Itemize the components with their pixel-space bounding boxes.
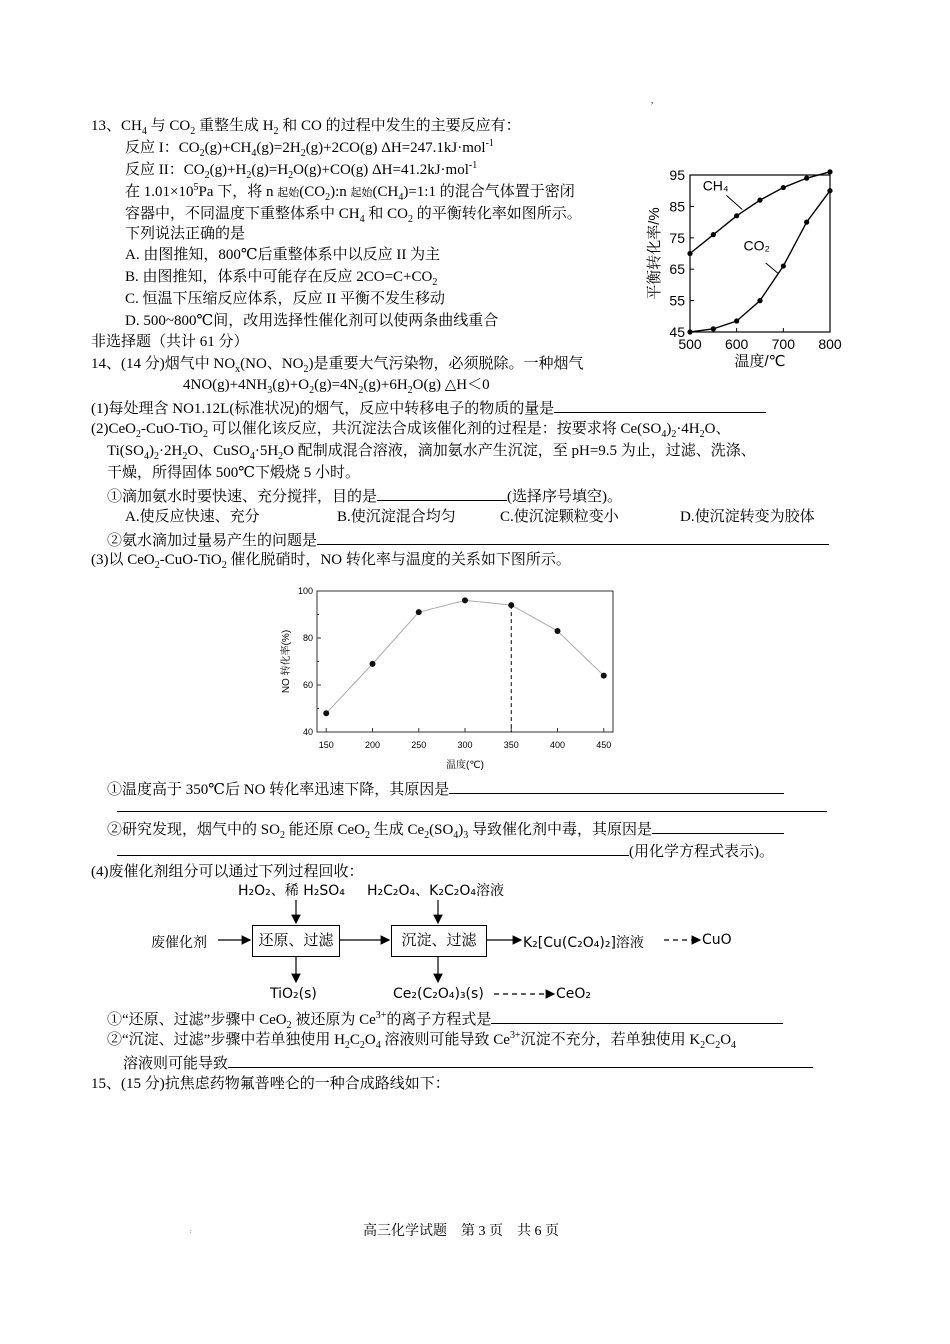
- flow-step-precipitate-filter: 沉淀、过滤: [391, 925, 487, 957]
- q14-part2-option-a: A.使反应快速、充分: [125, 509, 260, 525]
- q14-part3-q2-line2: (用化学方程式表示)。: [117, 840, 774, 862]
- q14-part3: (3)以 CeO$_2$-CuO-TiO$_2$ 催化脱硝时，NO 转化率与温度的关系如下图所示。: [91, 552, 571, 571]
- series-label-ch4: CH₄: [702, 177, 729, 194]
- page-footer: 高三化学试题 第 3 页 共 6 页: [363, 1224, 559, 1239]
- x-tick-label: 700: [771, 336, 796, 352]
- q14-heading: 14、(14 分)烟气中 $NO_x(NO$、$NO_2$)是重要大气污染物，必须脱除。一种烟气: [91, 356, 584, 375]
- y-tick-label: 85: [669, 198, 685, 215]
- flow-start: 废催化剂: [151, 935, 207, 951]
- q13-reaction-2: 反应 II：$CO_2(g)+H_2(g)=H_2O(g)+CO(g)$ ΔH=41.2kJ·mol$^{-1}$: [125, 160, 478, 181]
- y-tick-label: 95: [669, 167, 685, 183]
- y-tick-label: 55: [669, 292, 685, 309]
- q14-part2-option-d: D.使沉淀转变为胶体: [680, 509, 815, 525]
- q14-part2-q1: ①滴加氨水时要快速、充分搅拌，目的是 (选择序号填空)。: [107, 485, 622, 507]
- q14-part1: (1)每处理含 NO1.12L(标准状况)的烟气，反应中转移电子的物质的量是: [91, 397, 766, 419]
- flow-output-tio2: TiO₂(s): [270, 986, 317, 1002]
- q14-part4-q2: ②“沉淀、过滤”步骤中若单独使用 $H_2C_2O_4$ 溶液则可能导致 $Ce^{3+}$沉淀不充分，若单独使用 $K_2C_2O_4$: [107, 1030, 737, 1051]
- flow-product-cuo: CuO: [702, 932, 732, 948]
- q13-stem: 13、$CH_4$ 与 $CO_2$ 重整生成 $H_2$ 和 CO 的过程中发生的主要反应有：: [91, 118, 521, 137]
- y-tick-label: 100: [297, 586, 313, 596]
- q14-part2-line3: 干燥，所得固体 500℃下煅烧 5 小时。: [107, 465, 361, 481]
- x-tick-label: 400: [549, 740, 566, 750]
- q13-option-c: C. 恒温下压缩反应体系，反应 II 平衡不发生移动: [125, 291, 445, 307]
- q13-condition: 在 $1.01\times 10^5Pa$ 下，将 n 起始$(CO_2):n$ 起始$(CH_4)=1:1$ 的混合气体置于密闭: [125, 182, 575, 203]
- q14-equation: $4NO(g)+4NH_3(g)+O_2(g)=4N_2(g)+6H_2O(g)$ △H＜0: [183, 377, 490, 396]
- flow-output-oxalate: Ce₂(C₂O₄)₃(s): [393, 986, 484, 1002]
- q13-condition-2: 容器中，不同温度下重整体系中 $CH_4$ 和 $CO_2$ 的平衡转化率如图所示。: [125, 206, 582, 225]
- series-label-co2: CO₂: [743, 237, 770, 254]
- y-tick-label: 75: [669, 229, 685, 246]
- x-tick-label: 800: [818, 336, 842, 352]
- scan-mark-2: :: [190, 1229, 192, 1235]
- x-tick-label: 300: [457, 740, 473, 750]
- reagent-1: H₂O₂、稀 H₂SO₄: [238, 883, 345, 899]
- scan-mark: ,: [651, 95, 654, 105]
- q14-part2-q2: ②氨水滴加过量易产生的问题是: [107, 529, 829, 551]
- q13-option-d: D. 500~800℃间，改用选择性催化剂可以使两条曲线重合: [125, 313, 499, 329]
- q14-part2-option-c: C.使沉淀颗粒变小: [500, 509, 619, 525]
- q13-ask: 下列说法正确的是: [125, 226, 246, 242]
- x-tick-label: 250: [411, 740, 427, 750]
- x-tick-label: 600: [724, 336, 749, 352]
- q15-heading: 15、(15 分)抗焦虑药物氟普唑仑的一种合成路线如下：: [91, 1076, 450, 1092]
- y-axis-label: 平衡转化率/%: [646, 207, 663, 300]
- q14-part2-line2: $Ti(SO_4)_2\cdot 2H_2O$、$CuSO_4\cdot 5H_2O$ 配制成混合溶液，滴加氨水产生沉淀，至 pH=9.5 为止，过滤、洗涤、: [107, 443, 756, 462]
- q14-part3-q2: ②研究发现，烟气中的 $SO_2$ 能还原 CeO$_2$ 生成 $Ce_2(SO_4)_3$ 导致催化剂中毒，其原因是: [107, 818, 784, 840]
- non-choice-heading: 非选择题（共计 61 分）: [91, 334, 249, 350]
- y-tick-label: 45: [669, 324, 685, 340]
- q14-part4-q2-line2: 溶液则可能导致: [123, 1052, 813, 1074]
- q14-part3-q1: ①温度高于 350℃后 NO 转化率迅速下降，其原因是: [107, 778, 784, 800]
- flow-output-ceo2: CeO₂: [556, 986, 592, 1002]
- flow-step-reduce-filter: 还原、过滤: [252, 925, 340, 957]
- q14-part2-option-b: B.使沉淀混合均匀: [337, 509, 456, 525]
- y-tick-label: 40: [302, 727, 313, 737]
- reagent-2: H₂C₂O₄、K₂C₂O₄溶液: [367, 883, 504, 899]
- q14-part4-q1: ①“还原、过滤”步骤中 CeO$_2$ 被还原为 $Ce^{3+}$的离子方程式是: [107, 1008, 783, 1030]
- x-tick-label: 450: [596, 740, 612, 750]
- x-tick-label: 500: [678, 336, 702, 352]
- q14-part4: (4)废催化剂组分可以通过下列过程回收：: [91, 864, 364, 880]
- y-axis-label: NO 转化率(%): [281, 629, 292, 694]
- y-tick-label: 60: [302, 680, 313, 690]
- x-tick-label: 150: [318, 740, 334, 750]
- q13-option-b: B. 由图推知，体系中可能存在反应 $2CO=C+CO_2$: [125, 269, 438, 288]
- q13-option-a: A. 由图推知，800℃后重整体系中以反应 II 为主: [125, 247, 441, 263]
- x-tick-label: 200: [364, 740, 381, 750]
- flow-product-solution: K₂[Cu(C₂O₄)₂]溶液: [523, 935, 644, 951]
- y-tick-label: 80: [302, 633, 313, 643]
- answer-blank[interactable]: [491, 1008, 783, 1024]
- x-axis-label: 温度/℃: [734, 353, 786, 370]
- y-tick-label: 65: [669, 261, 685, 278]
- x-tick-label: 350: [503, 740, 519, 750]
- x-axis-label: 温度(℃): [446, 760, 484, 771]
- answer-blank[interactable]: [228, 1052, 813, 1068]
- q14-part2: (2)CeO$_2$-CuO-TiO$_2$ 可以催化该反应，共沉淀法合成该催化剂的过程是：按要求将 $Ce(SO_4)_2\cdot 4H_2O$、: [91, 421, 731, 440]
- q13-reaction-1: 反应 I：$CO_2(g)+CH_4(g)=2H_2(g)+2CO(g)$ ΔH=247.1kJ·mol$^{-1}$: [125, 138, 494, 159]
